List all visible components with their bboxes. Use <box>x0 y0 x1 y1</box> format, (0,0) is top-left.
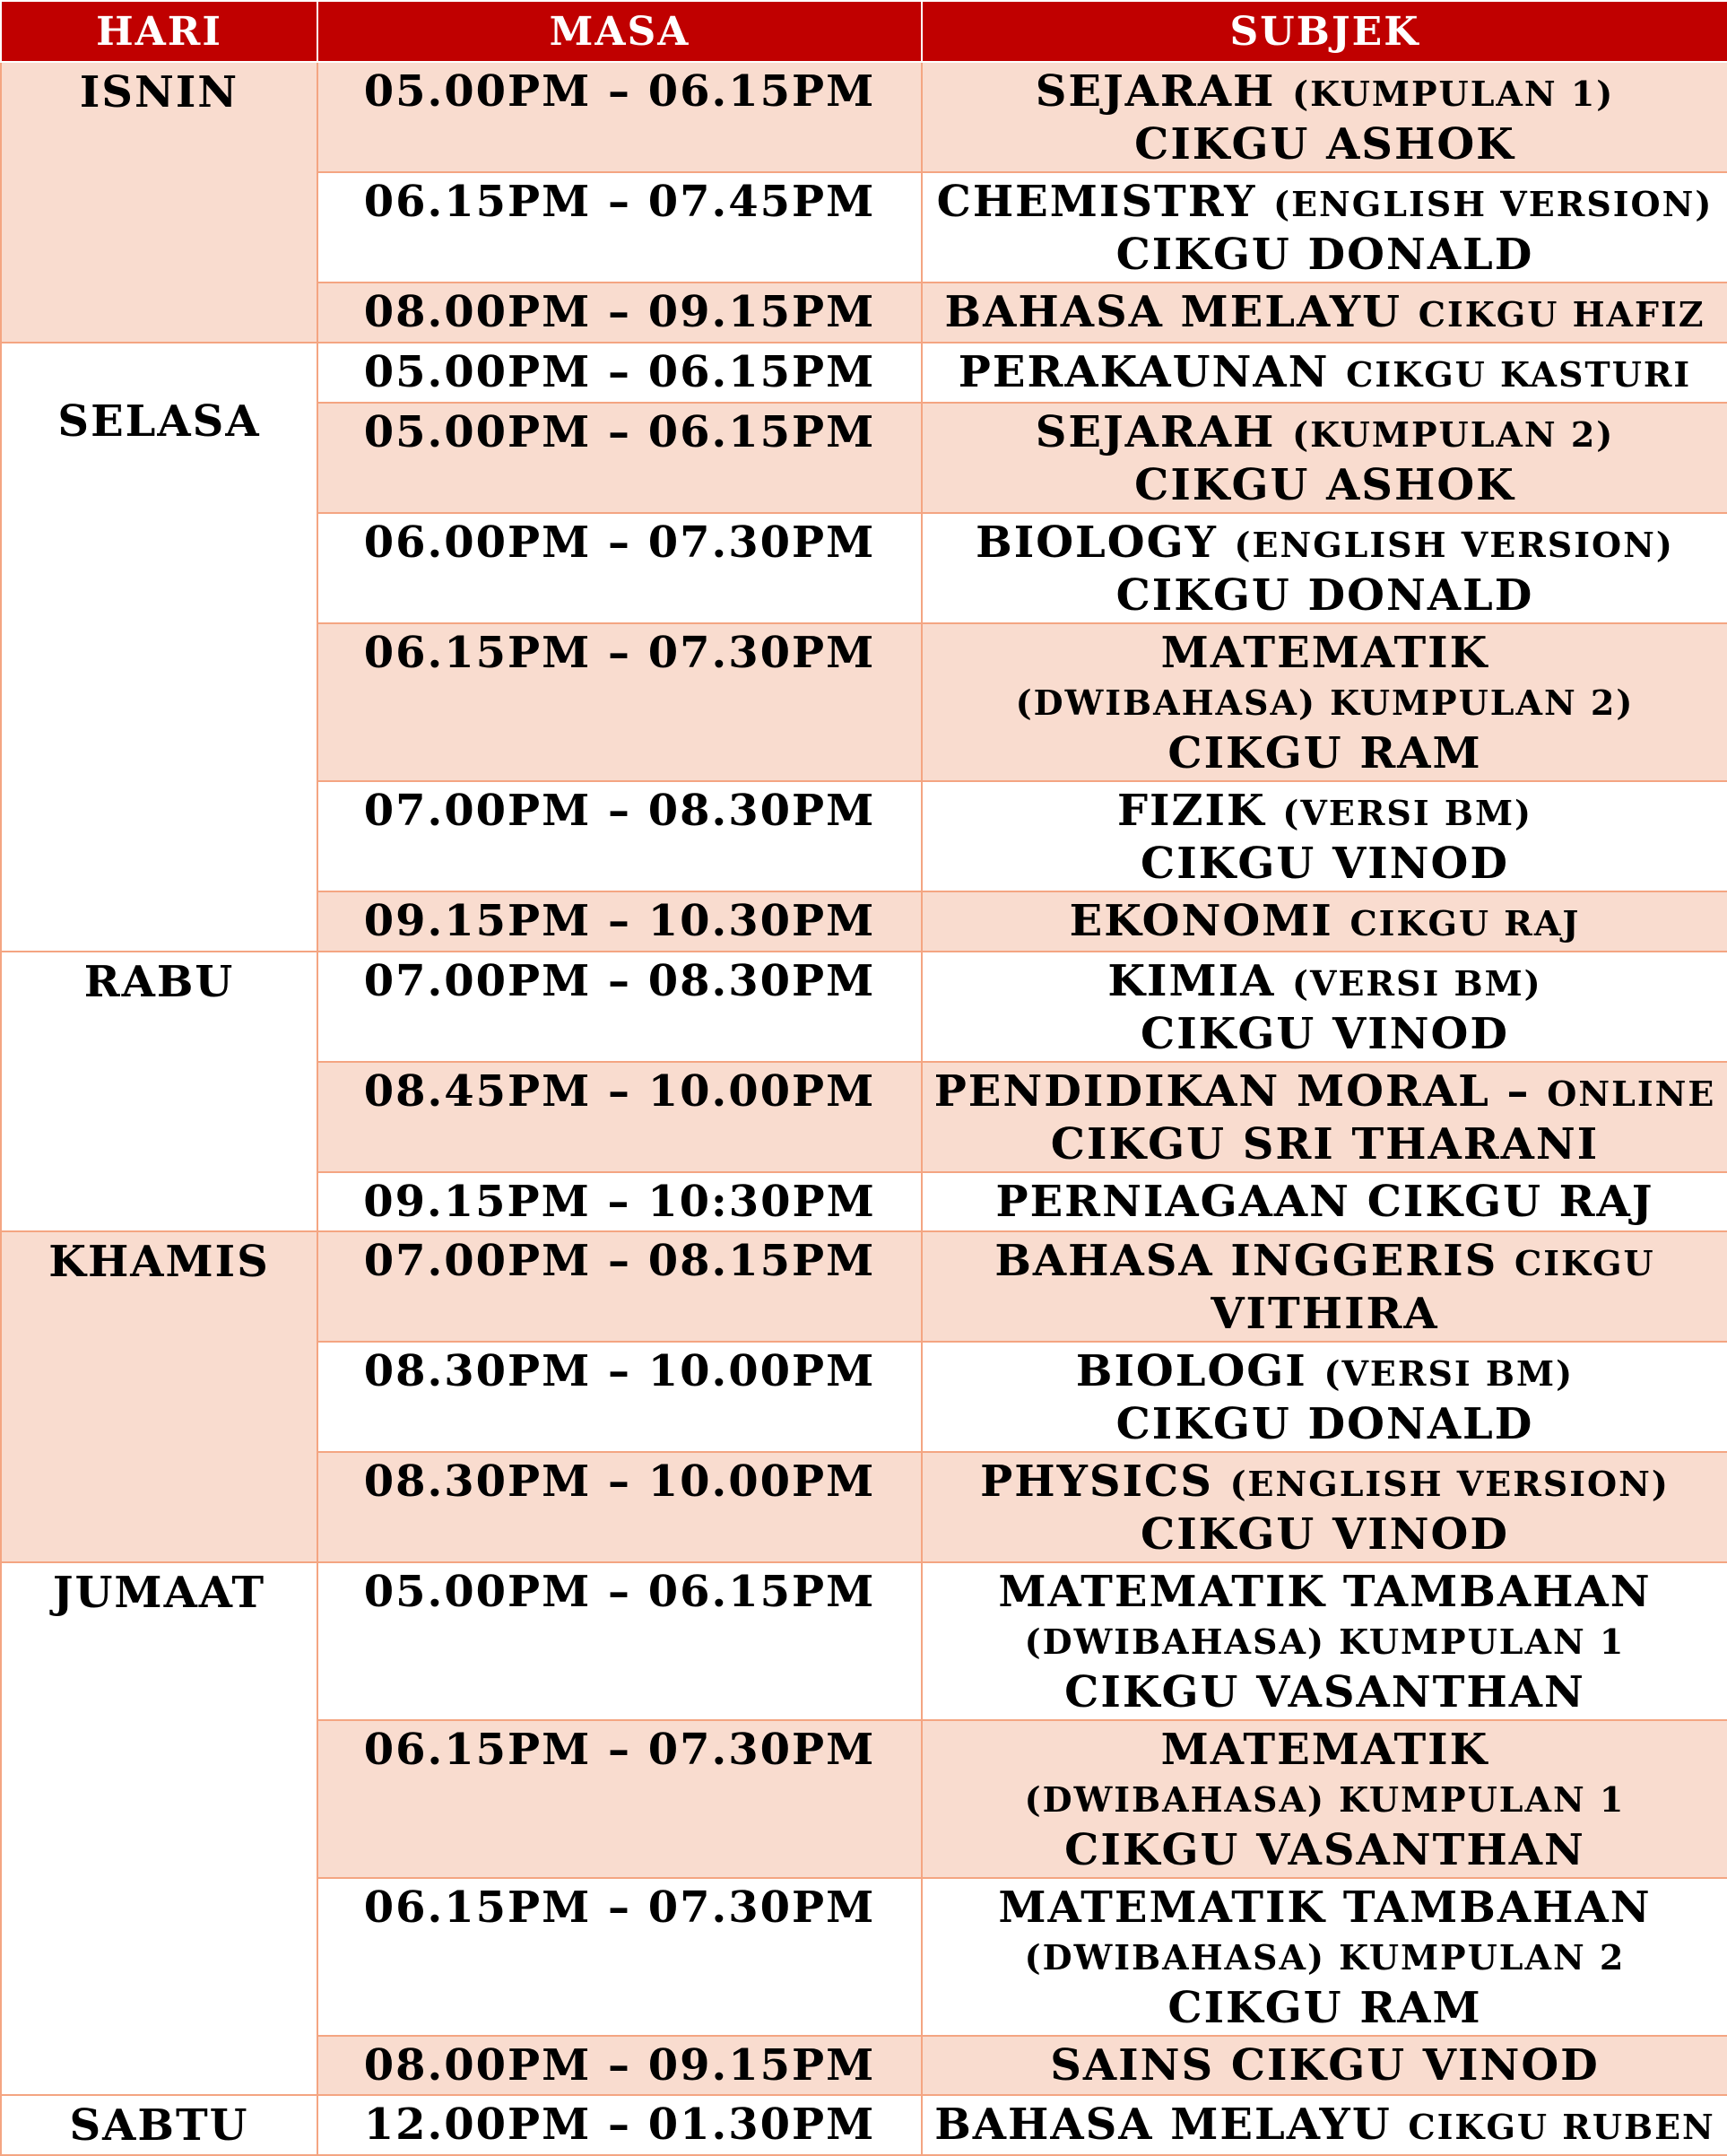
table-row <box>1 343 1727 403</box>
subject-name: MATEMATIK TAMBAHAN <box>998 1567 1652 1617</box>
time-cell: 12.00PM – 01.30PM <box>317 2095 922 2155</box>
subject-cell <box>922 781 1727 891</box>
subject-name: CHEMISTRY <box>936 177 1274 227</box>
time-cell: 06.00PM – 07.30PM <box>317 513 922 623</box>
table-row <box>1 62 1727 172</box>
subject-cell <box>922 513 1727 623</box>
subject-detail: (DWIBAHASA) KUMPULAN 2) <box>1015 682 1635 723</box>
subject-detail: (ENGLISH VERSION) <box>1234 525 1674 565</box>
subject-name: BAHASA MELAYU <box>944 287 1419 337</box>
day-cell <box>1 952 317 1231</box>
subject-name: MATEMATIK <box>1160 628 1489 678</box>
day-cell <box>1 1562 317 2095</box>
subject-detail: (DWIBAHASA) KUMPULAN 1 <box>1024 1779 1626 1820</box>
time-cell: 06.15PM – 07.30PM <box>317 623 922 781</box>
teacher-name: CIKGU HAFIZ <box>1418 294 1705 335</box>
table-row <box>1 952 1727 1062</box>
subject-name: PHYSICS <box>980 1456 1230 1507</box>
subject-name: BAHASA MELAYU <box>934 2099 1409 2150</box>
subject-name: FIZIK <box>1116 786 1283 836</box>
day-label: SABTU <box>69 2100 249 2151</box>
time-cell: 08.30PM – 10.00PM <box>317 1452 922 1562</box>
subject-name: SEJARAH <box>1035 66 1293 117</box>
teacher-name: CIKGU DONALD <box>1115 1399 1534 1449</box>
subject-detail: (VERSI BM) <box>1323 1353 1575 1394</box>
table-row <box>1 1562 1727 1720</box>
subject-name: PERNIAGAAN CIKGU RAJ <box>995 1177 1654 1227</box>
subject-cell <box>922 403 1727 513</box>
subject-name: PERAKAUNAN <box>958 347 1347 397</box>
subject-cell <box>922 283 1727 343</box>
subject-cell <box>922 1062 1727 1172</box>
time-cell: 08.00PM – 09.15PM <box>317 283 922 343</box>
subject-name: EKONOMI <box>1069 896 1350 946</box>
day-cell <box>1 2095 317 2155</box>
day-cell <box>1 343 317 952</box>
subject-name: KIMIA <box>1107 956 1293 1006</box>
subject-cell <box>922 1231 1727 1342</box>
teacher-name: VITHIRA <box>1211 1289 1439 1339</box>
day-label: KHAMIS <box>48 1237 270 1287</box>
subject-cell <box>922 1172 1727 1231</box>
subject-cell <box>922 1562 1727 1720</box>
header-masa: MASA <box>317 1 922 62</box>
time-cell: 07.00PM – 08.15PM <box>317 1231 922 1342</box>
time-cell: 05.00PM – 06.15PM <box>317 343 922 403</box>
teacher-name: CIKGU VINOD <box>1141 1009 1509 1059</box>
teacher-name: CIKGU VINOD <box>1141 1509 1509 1560</box>
teacher-name: CIKGU RUBEN <box>1408 2107 1715 2147</box>
time-cell: 08.30PM – 10.00PM <box>317 1342 922 1452</box>
subject-name: MATEMATIK <box>1160 1725 1489 1775</box>
teacher-name: CIKGU SRI THARANI <box>1050 1119 1600 1169</box>
subject-cell <box>922 1878 1727 2036</box>
day-label: RABU <box>83 957 235 1007</box>
teacher-name: CIKGU RAM <box>1167 1983 1482 2033</box>
time-cell: 09.15PM – 10.30PM <box>317 891 922 952</box>
table-row <box>1 1231 1727 1342</box>
subject-detail: (ENGLISH VERSION) <box>1273 184 1714 224</box>
time-cell: 05.00PM – 06.15PM <box>317 403 922 513</box>
time-cell: 07.00PM – 08.30PM <box>317 952 922 1062</box>
subject-detail: (VERSI BM) <box>1292 963 1542 1004</box>
subject-detail: ONLINE <box>1547 1074 1716 1114</box>
subject-cell <box>922 891 1727 952</box>
header-hari: HARI <box>1 1 317 62</box>
time-cell: 06.15PM – 07.45PM <box>317 172 922 283</box>
header-subjek: SUBJEK <box>922 1 1727 62</box>
subject-cell <box>922 623 1727 781</box>
teacher-name: CIKGU KASTURI <box>1346 354 1692 395</box>
teacher-name: CIKGU RAM <box>1167 728 1482 778</box>
teacher-name: CIKGU DONALD <box>1115 570 1534 621</box>
subject-cell <box>922 952 1727 1062</box>
day-label: SELASA <box>57 396 261 447</box>
subject-cell <box>922 2095 1727 2155</box>
day-label: JUMAAT <box>52 1568 266 1618</box>
teacher-name: CIKGU RAJ <box>1349 903 1581 943</box>
time-cell: 05.00PM – 06.15PM <box>317 62 922 172</box>
time-cell: 08.00PM – 09.15PM <box>317 2036 922 2095</box>
subject-name: SEJARAH <box>1035 407 1293 457</box>
subject-detail: CIKGU <box>1514 1243 1655 1283</box>
subject-name: PENDIDIKAN MORAL – <box>933 1066 1548 1117</box>
time-cell: 05.00PM – 06.15PM <box>317 1562 922 1720</box>
time-cell: 06.15PM – 07.30PM <box>317 1720 922 1878</box>
subject-cell <box>922 343 1727 403</box>
teacher-name: CIKGU VINOD <box>1141 839 1509 889</box>
teacher-name: CIKGU ASHOK <box>1134 460 1515 510</box>
subject-name: SAINS CIKGU VINOD <box>1050 2040 1600 2091</box>
time-cell: 07.00PM – 08.30PM <box>317 781 922 891</box>
day-cell <box>1 62 317 343</box>
subject-detail: (VERSI BM) <box>1282 793 1533 833</box>
day-cell <box>1 1231 317 1562</box>
teacher-name: CIKGU VASANTHAN <box>1064 1825 1585 1875</box>
subject-detail: (KUMPULAN 2) <box>1292 414 1615 455</box>
subject-cell <box>922 62 1727 172</box>
subject-name: BIOLOGY <box>976 517 1235 568</box>
subject-detail: (DWIBAHASA) KUMPULAN 2 <box>1024 1937 1626 1978</box>
table-row <box>1 2095 1727 2155</box>
subject-detail: (KUMPULAN 1) <box>1292 74 1615 114</box>
subject-cell <box>922 1720 1727 1878</box>
time-cell: 08.45PM – 10.00PM <box>317 1062 922 1172</box>
teacher-name: CIKGU DONALD <box>1115 230 1534 280</box>
subject-name: MATEMATIK TAMBAHAN <box>998 1882 1652 1933</box>
subject-detail: (DWIBAHASA) KUMPULAN 1 <box>1024 1621 1626 1662</box>
subject-name: BIOLOGI <box>1075 1346 1324 1396</box>
header-row <box>1 1 1727 62</box>
teacher-name: CIKGU VASANTHAN <box>1064 1667 1585 1717</box>
subject-name: BAHASA INGGERIS <box>994 1236 1514 1286</box>
subject-cell <box>922 2036 1727 2095</box>
teacher-name: CIKGU ASHOK <box>1134 119 1515 170</box>
subject-cell <box>922 1452 1727 1562</box>
time-cell: 06.15PM – 07.30PM <box>317 1878 922 2036</box>
subject-detail: (ENGLISH VERSION) <box>1229 1464 1670 1504</box>
day-label: ISNIN <box>79 67 239 117</box>
subject-cell <box>922 172 1727 283</box>
time-cell: 09.15PM – 10:30PM <box>317 1172 922 1231</box>
subject-cell <box>922 1342 1727 1452</box>
